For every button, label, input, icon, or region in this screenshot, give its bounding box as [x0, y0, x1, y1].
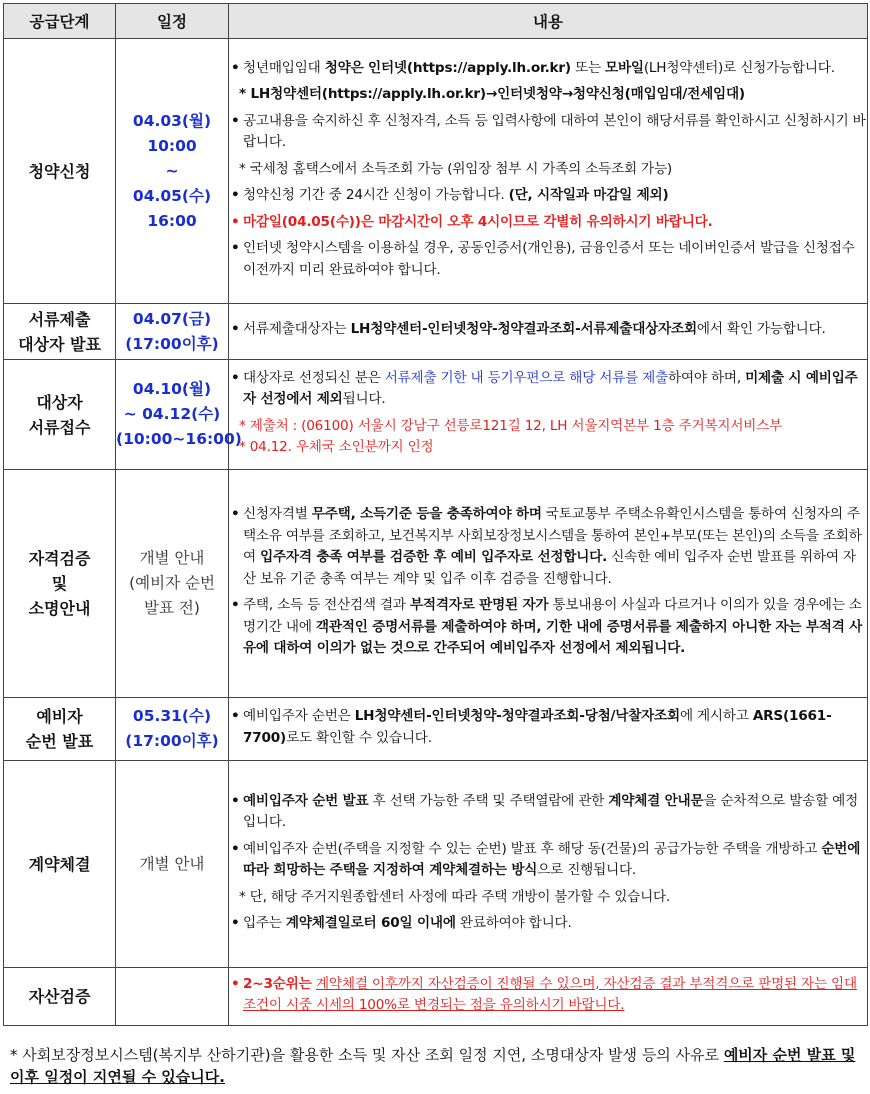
stage-label: 자격검증 [28, 549, 91, 568]
list-item: • 대상자로 선정되신 분은 서류제출 기한 내 등기우편으로 해당 서류를 제출하여야 하며, 미제출 시 예비입주자 선정에서 제외됩니다. [229, 368, 867, 411]
date-line: 04.05(수) [132, 186, 212, 205]
table-row-apply [4, 39, 868, 304]
stage-label: 청약신청 [28, 161, 91, 181]
stage-cell [4, 360, 116, 470]
stage-label: 서류접수 [28, 417, 91, 437]
list-item: • 인터넷 청약시스템을 이용하실 경우, 공동인증서(개인용), 금융인증서 또는 네이버인증서 발급을 신청접수 이전까지 미리 완료하여야 합니다. [229, 238, 867, 281]
date-line: 16:00 [147, 211, 197, 230]
list-item: • 신청자격별 무주택, 소득기준 등을 충족하여야 하며 국토교통부 주택소유확인시스템을 통하여 신청자의 주택소유 여부를 조회하고, 보건복지부 사회보장정보시스템을 통하여 본인+부모(또는 본인)의 소득을 조회하여 입주자격 충족 여부를 검증한 후 예비 입주자로 선정합니다. 신속한 예비 입주자 순번 발표를 위하여 자산 보유 기준 충족 여부는 계약 및 입주 이후 검증을 진행합니다. [229, 504, 867, 590]
stage-label: 순번 발표 [25, 732, 94, 751]
date-cell [116, 39, 229, 304]
table-row-doc-announce [4, 304, 868, 360]
note-line: * 국세청 홈택스에서 소득조회 가능 (위임장 첨부 시 가족의 소득조회 가능) [239, 160, 673, 177]
date-line: ~ [165, 161, 179, 180]
header-stage: 공급단계 [4, 4, 116, 39]
date-line: (예비자 순번 [129, 574, 215, 592]
note-line: * 단, 해당 주거지원종합센터 사정에 따라 주택 개방이 불가할 수 있습니다. [239, 888, 671, 905]
table-row-ranking [4, 698, 868, 761]
stage-cell [4, 39, 116, 304]
stage-label: 서류제출 [28, 309, 91, 329]
footnote-text: * 사회보장정보시스템(복지부 산하기관)을 활용한 소득 및 자산 조회 일정 지연, 소명대상자 발생 등의 사유로 [10, 1046, 724, 1064]
stage-label: 예비자 [36, 707, 83, 726]
note-line: * LH청약센터(https://apply.lh.or.kr)→인터넷청약→청약신청(매입임대/전세임대) [239, 86, 745, 103]
list-item: • 공고내용을 숙지하신 후 신청자격, 소득 등 입력사항에 대하여 본인이 해당서류를 확인하시고 신청하시기 바랍니다. [229, 111, 867, 154]
date-line: (17:00이후) [125, 732, 219, 750]
stage-label: 계약체결 [28, 854, 91, 874]
content-cell [229, 968, 868, 1026]
content-cell [229, 39, 868, 304]
list-item: • 입주는 계약체결일로터 60일 이내에 완료하여야 합니다. [229, 913, 867, 935]
stage-cell [4, 761, 116, 968]
table-header-row [4, 4, 868, 39]
date-cell [116, 698, 229, 761]
content-cell [229, 360, 868, 470]
date-cell [116, 761, 229, 968]
date-line: (10:00~16:00) [116, 430, 242, 448]
stage-label: 및 [51, 574, 68, 593]
stage-label: 대상자 발표 [18, 334, 101, 354]
list-item: • 예비입주자 순번 발표 후 선택 가능한 주택 및 주택열람에 관한 계약체결 안내문을 순차적으로 발송할 예정입니다. [229, 791, 867, 834]
stage-cell [4, 968, 116, 1026]
date-cell [116, 968, 229, 1026]
date-line: 04.10(월) [132, 380, 212, 398]
header-content: 내용 [229, 4, 868, 39]
list-item: • 2~3순위는 계약체결 이후까지 자산검증이 진행될 수 있으며, 자산검증 결과 부적격으로 판명된 자는 임대조건이 시중 시세의 100%로 변경되는 점을 유의하시기 바랍니다. [229, 974, 867, 1017]
date-line: 04.07(금) [132, 309, 212, 328]
date-cell [116, 304, 229, 360]
date-cell [116, 360, 242, 470]
date-line: 05.31(수) [132, 707, 212, 725]
content-cell [229, 304, 868, 360]
list-item: • 주택, 소득 등 전산검색 결과 부적격자로 판명된 자가 통보내용이 사실과 다르거나 이의가 있을 경우에는 소명기간 내에 객관적인 증명서류를 제출하여야 하며, 기한 내에 증명서류를 제출하지 아니한 자는 부적격 사유에 대하여 이의가 없는 것으로 간주되어 예비입주자 선정에서 제외됩니다. [229, 595, 867, 660]
table-row-contract [4, 761, 868, 968]
list-item: • 서류제출대상자는 LH청약센터-인터넷청약-청약결과조회-서류제출대상자조회에서 확인 가능합니다. [229, 319, 867, 341]
date-line: ~ 04.12(수) [123, 405, 221, 423]
list-item: • 예비입주자 순번은 LH청약센터-인터넷청약-청약결과조회-당첨/낙찰자조회에 게시하고 ARS(1661-7700)로도 확인할 수 있습니다. [229, 706, 867, 749]
table-row-verification [4, 470, 868, 698]
header-schedule: 일정 [116, 4, 229, 39]
stage-cell [4, 470, 116, 698]
table-row-doc-submit [4, 360, 868, 470]
list-item: • 청약신청 기간 중 24시간 신청이 가능합니다. (단, 시작일과 마감일 제외) [229, 185, 867, 207]
date-line: 10:00 [147, 136, 197, 155]
date-line: 04.03(월) [132, 111, 212, 130]
list-item: • 마감일(04.05(수))은 마감시간이 오후 4시이므로 각별히 유의하시기 바랍니다. [229, 212, 867, 234]
list-item: • 청년매입임대 청약은 인터넷(https://apply.lh.or.kr) 또는 모바일(LH청약센터)로 신청가능합니다. [229, 58, 867, 80]
stage-cell [4, 304, 116, 360]
stage-label: 자산검증 [28, 987, 91, 1006]
footnote [10, 1044, 860, 1088]
content-cell [229, 761, 868, 968]
note-line: * 제출처 : (06100) 서울시 강남구 선릉로121길 12, LH 서울지역본부 1층 주거복지서비스부 [239, 417, 783, 434]
content-cell [229, 698, 868, 761]
note-line: * 04.12. 우체국 소인분까지 인정 [239, 439, 434, 455]
date-line: 개별 안내 [139, 854, 205, 873]
date-line: (17:00이후) [125, 334, 219, 353]
list-item: • 예비입주자 순번(주택을 지정할 수 있는 순번) 발표 후 해당 동(건물)의 공급가능한 주택을 개방하고 순번에 따라 희망하는 주택을 지정하여 계약체결하는 방식으로 진행됩니다. [229, 839, 867, 882]
stage-cell [4, 698, 116, 761]
table-row-asset-check [4, 968, 868, 1026]
date-line: 발표 전) [144, 599, 200, 617]
content-cell [229, 470, 868, 698]
stage-label: 대상자 [36, 392, 83, 412]
date-cell [116, 470, 229, 698]
footnote-emphasis: 예비자 순번 발표 및 이후 일정이 지연될 수 있습니다. [10, 1046, 856, 1086]
stage-label: 소명안내 [28, 599, 91, 618]
schedule-table [3, 3, 868, 1026]
date-line: 개별 안내 [139, 549, 205, 567]
